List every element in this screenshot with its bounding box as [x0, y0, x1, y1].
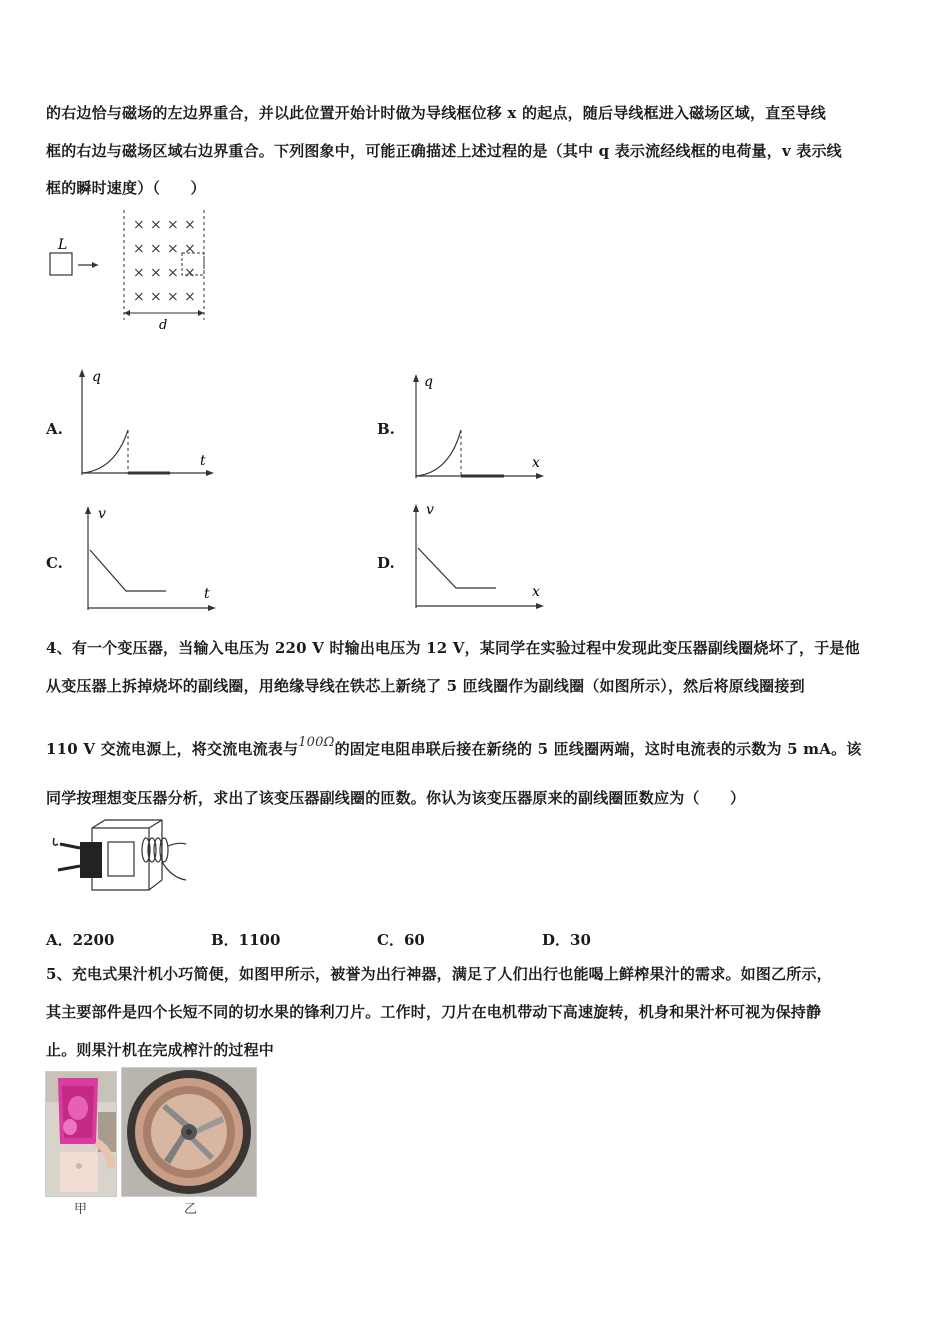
svg-text:×: ×: [133, 241, 145, 257]
svg-text:×: ×: [167, 217, 179, 233]
option-c-xlabel: t: [204, 586, 210, 602]
option-d-xlabel: x: [532, 584, 540, 600]
q4-text-line1: 4、有一个变压器，当输入电压为 220 V 时输出电压为 12 V，某同学在实验过程中发现此变压器副线圈烧坏了，于是他: [46, 639, 860, 657]
q4-text-line3-part1: 110 V 交流电源上，将交流电流表与: [46, 740, 299, 758]
svg-text:×: ×: [184, 289, 196, 305]
svg-text:×: ×: [167, 241, 179, 257]
resistance-formula: 100Ω: [298, 735, 335, 750]
option-a-xlabel: t: [200, 453, 206, 469]
q3-text-line3: 框的瞬时速度）（ ）: [46, 179, 206, 197]
option-d-graph: [404, 498, 554, 613]
q4-text-line2: 从变压器上拆掉烧坏的副线圈，用绝缘导线在铁芯上新绕了 5 匝线圈作为副线圈（如图所示），然后将原线圈接到: [46, 677, 805, 695]
q4-answer-a: A．2200: [46, 931, 115, 949]
svg-text:×: ×: [184, 217, 196, 233]
q4-text-line4: 同学按理想变压器分析，求出了该变压器副线圈的匝数。你认为该变压器原来的副线圈匝数应为（ ）: [46, 789, 746, 807]
option-d-label: D.: [377, 554, 395, 572]
magnetic-field-figure: [46, 205, 216, 335]
q5-text-line1: 5、充电式果汁机小巧简便，如图甲所示，被誉为出行神器，满足了人们出行也能喝上鲜榨果汁的需求。如图乙所示，: [46, 965, 832, 983]
svg-text:×: ×: [133, 265, 145, 281]
juicer-photo: [45, 1071, 117, 1197]
svg-text:×: ×: [133, 289, 145, 305]
option-b-label: B.: [377, 420, 395, 438]
q4-answer-d: D．30: [542, 931, 591, 949]
label-L: L: [58, 237, 68, 253]
transformer-figure: [50, 818, 190, 898]
svg-text:×: ×: [167, 265, 179, 281]
q4-answer-c: C．60: [377, 931, 425, 949]
option-b-xlabel: x: [532, 455, 540, 471]
svg-text:×: ×: [150, 217, 162, 233]
option-d-ylabel: v: [426, 502, 434, 518]
q5-text-line3: 止。则果汁机在完成榨汁的过程中: [46, 1041, 275, 1059]
svg-text:×: ×: [184, 265, 196, 281]
q3-text-line2: 框的右边与磁场区域右边界重合。下列图象中，可能正确描述上述过程的是（其中 q 表示流经线框的电荷量，v 表示线: [46, 142, 842, 160]
option-c-label: C.: [46, 554, 63, 572]
q4-answer-b: B．1100: [211, 931, 281, 949]
option-a-ylabel: q: [92, 369, 101, 385]
blade-photo: [121, 1067, 257, 1197]
option-a-label: A.: [46, 420, 63, 438]
svg-text:×: ×: [167, 289, 179, 305]
svg-text:×: ×: [150, 265, 162, 281]
caption-yi: 乙: [184, 1202, 198, 1217]
svg-text:×: ×: [133, 217, 145, 233]
option-b-ylabel: q: [424, 374, 433, 390]
svg-text:×: ×: [150, 289, 162, 305]
label-d: d: [159, 318, 168, 333]
option-a-graph: [70, 365, 220, 480]
q5-text-line2: 其主要部件是四个长短不同的切水果的锋利刀片。工作时，刀片在电机带动下高速旋转，机身和果汁杯可视为保持静: [46, 1003, 822, 1021]
caption-jia: 甲: [74, 1202, 88, 1217]
q4-text-line3-part2: 的固定电阻串联后接在新绕的 5 匝线圈两端，这时电流表的示数为 5 mA。该: [334, 740, 862, 758]
svg-text:×: ×: [150, 241, 162, 257]
option-c-graph: [76, 500, 226, 615]
option-c-ylabel: v: [98, 506, 106, 522]
q3-text-line1: 的右边恰与磁场的左边界重合，并以此位置开始计时做为导线框位移 x 的起点，随后导线框进入磁场区域，直至导线: [46, 104, 826, 122]
q4-text-line3: [46, 735, 862, 759]
svg-text:×: ×: [184, 241, 196, 257]
option-b-graph: [404, 370, 554, 485]
